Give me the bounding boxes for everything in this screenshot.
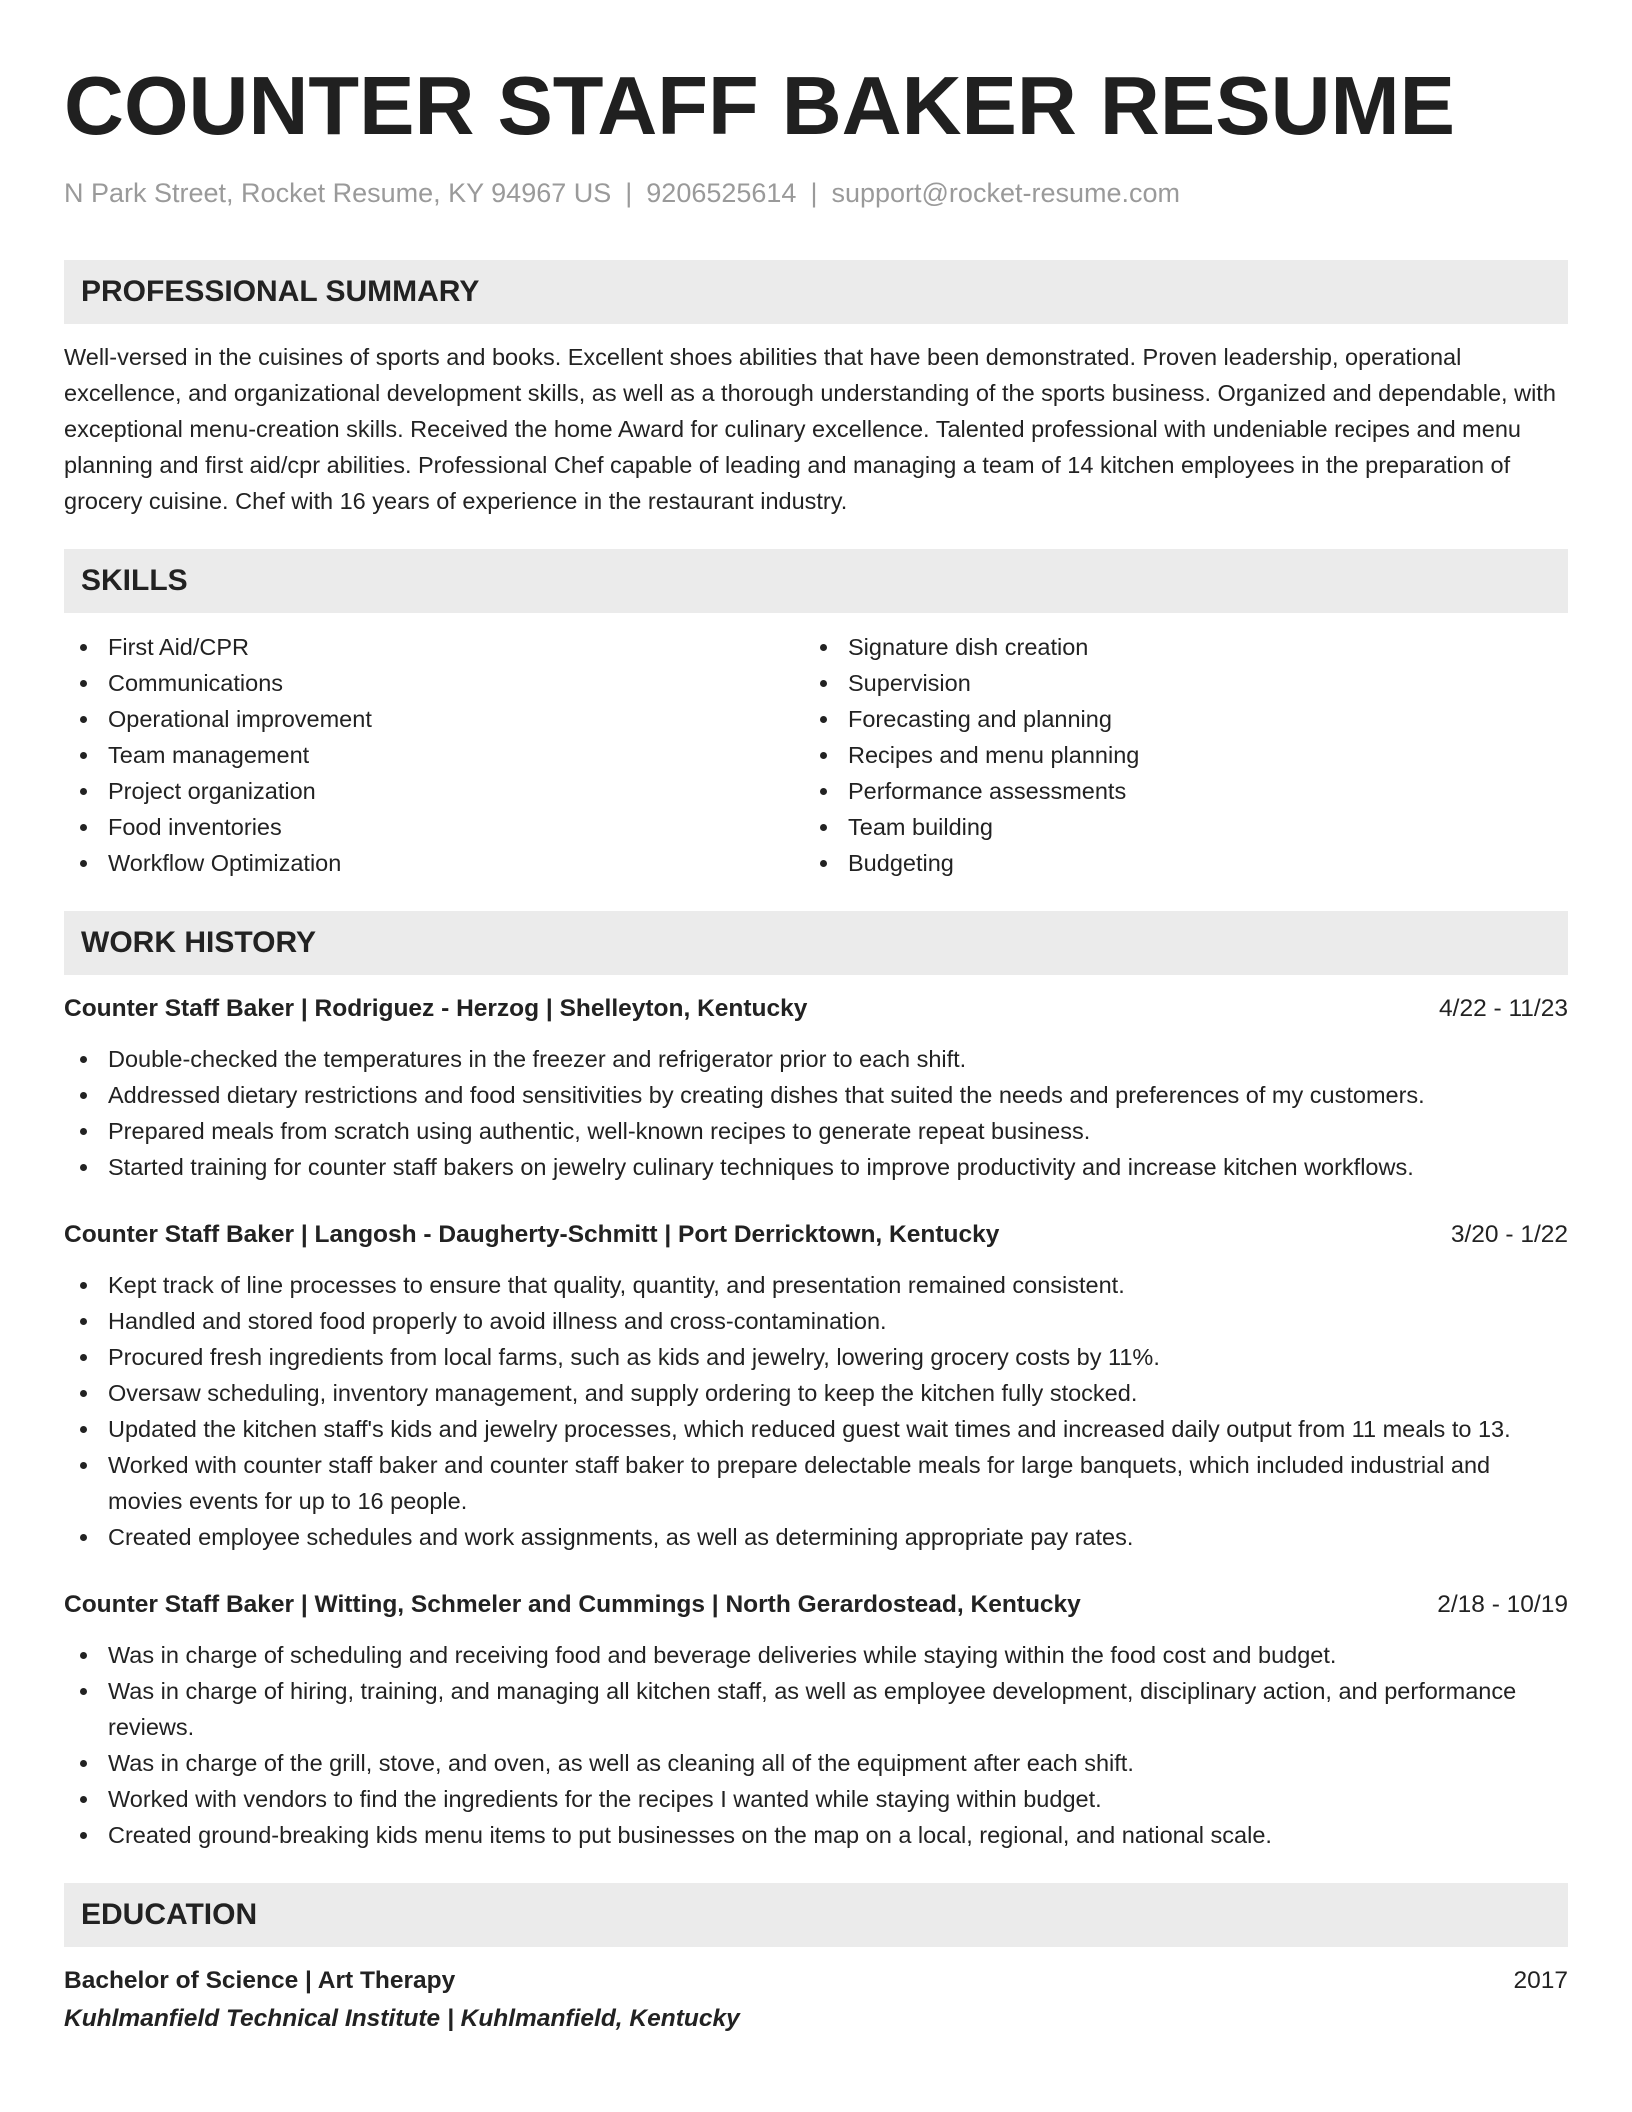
skills-list: [64, 629, 1568, 881]
contact-address: N Park Street, Rocket Resume, KY 94967 US: [64, 178, 612, 208]
contact-separator: |: [810, 178, 818, 208]
job-bullets: [64, 1041, 1568, 1185]
job-entry: [64, 1217, 1568, 1555]
contact-phone: 9206525614: [646, 178, 797, 208]
job-bullet: Was in charge of the grill, stove, and oven, as well as cleaning all of the equipment after each shift.: [64, 1745, 1568, 1781]
work-history-heading: WORK HISTORY: [64, 911, 1568, 975]
education-header: [64, 1963, 1568, 1999]
job-entry: [64, 991, 1568, 1185]
job-bullet: Worked with counter staff baker and counter staff baker to prepare delectable meals for large banquets, which included industrial and movies events for up to 16 people.: [64, 1447, 1568, 1519]
contact-separator: |: [625, 178, 633, 208]
job-entry: [64, 1587, 1568, 1853]
job-header: [64, 991, 1568, 1027]
skill-item: Forecasting and planning: [804, 701, 1544, 737]
job-bullet: Addressed dietary restrictions and food sensitivities by creating dishes that suited the needs and preferences of my customers.: [64, 1077, 1568, 1113]
job-title: Counter Staff Baker | Langosh - Daugherty-Schmitt | Port Derricktown, Kentucky: [64, 1221, 1000, 1248]
job-bullet: Double-checked the temperatures in the freezer and refrigerator prior to each shift.: [64, 1041, 1568, 1077]
contact-email: support@rocket-resume.com: [831, 178, 1180, 208]
skills-heading: SKILLS: [64, 549, 1568, 613]
contact-line: [64, 176, 1568, 210]
job-dates: 3/20 - 1/22: [1450, 1221, 1568, 1248]
skill-item: Recipes and menu planning: [804, 737, 1544, 773]
skill-item: Project organization: [64, 773, 804, 809]
job-bullet: Prepared meals from scratch using authentic, well-known recipes to generate repeat business.: [64, 1113, 1568, 1149]
job-bullet: Kept track of line processes to ensure that quality, quantity, and presentation remained consistent.: [64, 1267, 1568, 1303]
job-bullet: Was in charge of scheduling and receiving food and beverage deliveries while staying within the food cost and budget.: [64, 1637, 1568, 1673]
job-bullet: Created ground-breaking kids menu items to put businesses on the map on a local, regional, and national scale.: [64, 1817, 1568, 1853]
job-bullets: [64, 1267, 1568, 1555]
job-header: [64, 1587, 1568, 1623]
skills-column-left: [64, 629, 804, 881]
job-bullet: Started training for counter staff bakers on jewelry culinary techniques to improve productivity and increase kitchen workflows.: [64, 1149, 1568, 1185]
education-school: Kuhlmanfield Technical Institute | Kuhlmanfield, Kentucky: [64, 2005, 740, 2032]
skill-item: Food inventories: [64, 809, 804, 845]
job-dates: 2/18 - 10/19: [1437, 1591, 1568, 1618]
job-bullet: Oversaw scheduling, inventory management, and supply ordering to keep the kitchen fully stocked.: [64, 1375, 1568, 1411]
education-heading: EDUCATION: [64, 1883, 1568, 1947]
skill-item: Team building: [804, 809, 1544, 845]
job-bullet: Procured fresh ingredients from local farms, such as kids and jewelry, lowering grocery costs by 11%.: [64, 1339, 1568, 1375]
resume-title: COUNTER STAFF BAKER RESUME: [64, 59, 1456, 152]
education-degree: Bachelor of Science | Art Therapy: [64, 1967, 456, 1994]
job-title: Counter Staff Baker | Witting, Schmeler and Cummings | North Gerardostead, Kentucky: [64, 1591, 1081, 1618]
job-bullet: Worked with vendors to find the ingredients for the recipes I wanted while staying within budget.: [64, 1781, 1568, 1817]
skill-item: Team management: [64, 737, 804, 773]
skill-item: Workflow Optimization: [64, 845, 804, 881]
education-year: 2017: [1513, 1967, 1568, 1994]
job-bullets: [64, 1637, 1568, 1853]
skill-item: Operational improvement: [64, 701, 804, 737]
skill-item: Performance assessments: [804, 773, 1544, 809]
skill-item: Communications: [64, 665, 804, 701]
summary-text: Well-versed in the cuisines of sports and books. Excellent shoes abilities that have been demonstrated. Proven leadership, operational excellence, and organizational development skills, as well as a thorough understanding of the sports business. Organized and dependable, with exceptional menu-creation skills. Received the home Award for culinary excellence. Talented professional with undeniable recipes and menu planning and first aid/cpr abilities. Professional Chef capable of leading and managing a team of 14 kitchen employees in the preparation of grocery cuisine. Chef with 16 years of experience in the restaurant industry.: [64, 344, 1556, 514]
summary-heading: PROFESSIONAL SUMMARY: [64, 260, 1568, 324]
job-dates: 4/22 - 11/23: [1439, 995, 1568, 1022]
skill-item: Budgeting: [804, 845, 1544, 881]
skill-item: Signature dish creation: [804, 629, 1544, 665]
job-bullet: Created employee schedules and work assignments, as well as determining appropriate pay rates.: [64, 1519, 1568, 1555]
job-title: Counter Staff Baker | Rodriguez - Herzog | Shelleyton, Kentucky: [64, 995, 808, 1022]
skills-column-right: [804, 629, 1544, 881]
job-header: [64, 1217, 1568, 1253]
job-bullet: Handled and stored food properly to avoid illness and cross-contamination.: [64, 1303, 1568, 1339]
job-bullet: Updated the kitchen staff's kids and jewelry processes, which reduced guest wait times and increased daily output from 11 meals to 13.: [64, 1411, 1568, 1447]
job-bullet: Was in charge of hiring, training, and managing all kitchen staff, as well as employee development, disciplinary action, and performance reviews.: [64, 1673, 1568, 1745]
skill-item: Supervision: [804, 665, 1544, 701]
skill-item: First Aid/CPR: [64, 629, 804, 665]
